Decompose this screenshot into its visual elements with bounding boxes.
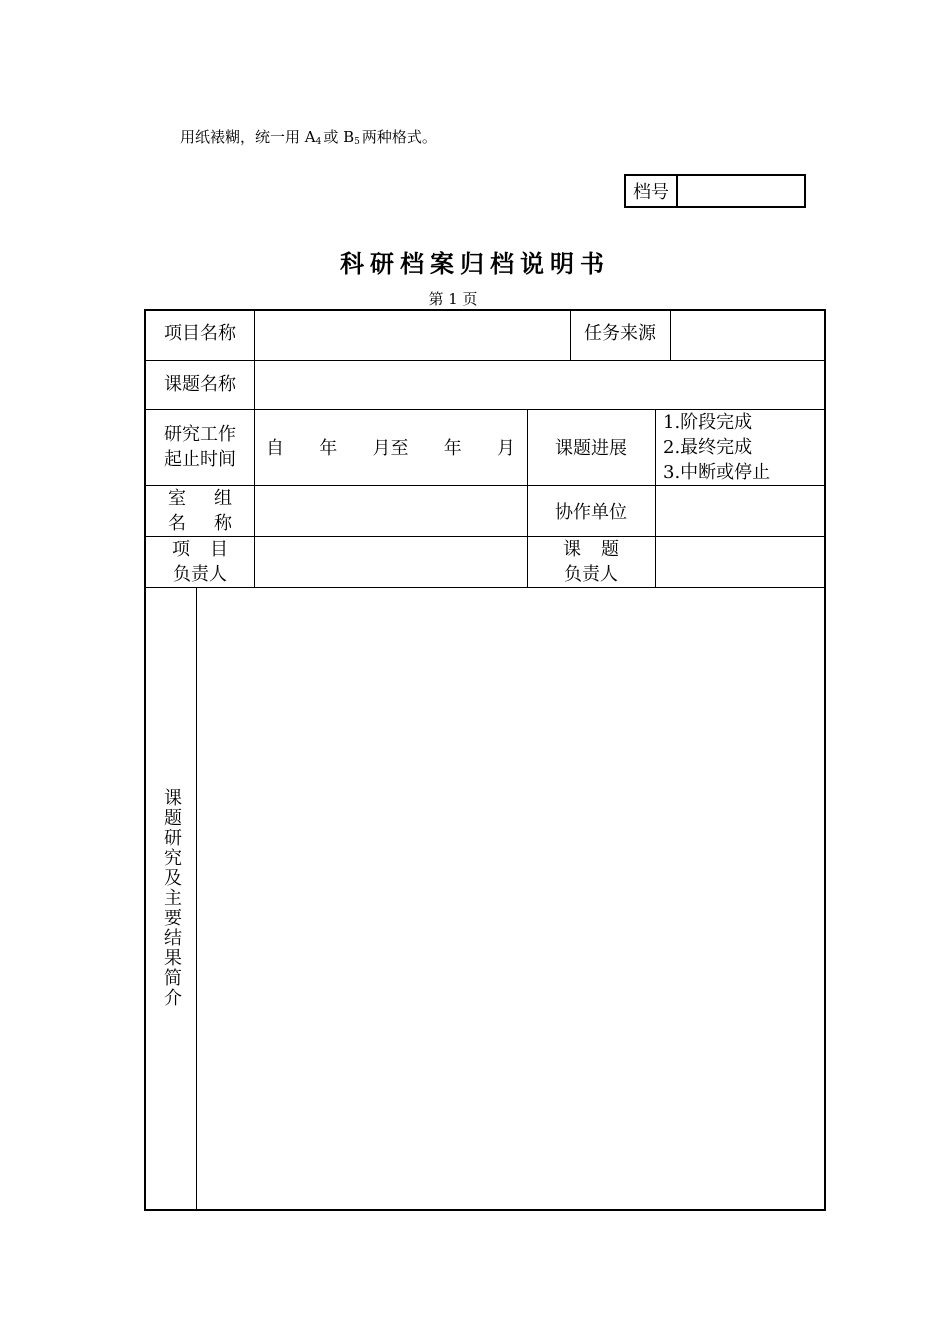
project-lead-label [146, 536, 254, 587]
summary-field[interactable] [196, 587, 824, 1209]
project-lead-field[interactable] [254, 536, 527, 587]
topic-lead-label [527, 536, 655, 587]
topic-name-field[interactable] [254, 360, 824, 409]
research-period-label-line2: 起止时间 [164, 449, 236, 470]
period-month-to-text: 月至 [372, 438, 409, 459]
usage-note: 用纸裱糊，统一用 $A_4$ 或 $B_5$ 两种格式。 [180, 128, 437, 147]
project-lead-label-char: 项 [172, 538, 190, 560]
archive-number-label: 档号 [626, 176, 678, 206]
summary-label [146, 587, 196, 1209]
progress-option-final-complete[interactable]: 2.最终完成 [663, 436, 753, 458]
period-year-text: 年 [443, 438, 462, 459]
project-lead-label-char: 目 [210, 538, 228, 560]
group-label-char: 组 [214, 487, 232, 509]
topic-lead-field[interactable] [655, 536, 824, 587]
research-period-field[interactable] [254, 409, 527, 485]
topic-progress-options [655, 409, 824, 485]
task-source-field[interactable] [670, 311, 824, 360]
topic-lead-label-char: 题 [601, 538, 619, 560]
partner-unit-field[interactable] [655, 485, 824, 536]
period-month-text: 月 [497, 438, 515, 459]
task-source-label: 任务来源 [584, 322, 656, 344]
archive-number-box [624, 174, 806, 208]
progress-option-interrupted[interactable]: 3.中断或停止 [663, 461, 771, 483]
topic-lead-label-line2: 负责人 [564, 563, 618, 585]
project-name-field[interactable] [254, 311, 570, 360]
partner-unit-label: 协作单位 [555, 501, 627, 523]
group-name-field[interactable] [254, 485, 527, 536]
group-name-label [146, 485, 254, 536]
archive-form-table [144, 309, 826, 1211]
topic-lead-label-char: 课 [563, 538, 581, 560]
archive-number-field[interactable] [678, 176, 804, 206]
document-title: 科研档案归档说明书 [340, 250, 610, 278]
project-name-label: 项目名称 [164, 322, 236, 344]
group-label-char: 名 [168, 512, 186, 534]
topic-name-label: 课题名称 [164, 373, 236, 395]
page-number: 第 1 页 [428, 290, 478, 308]
topic-progress-label: 课题进展 [555, 438, 627, 459]
research-period-label-line1: 研究工作 [164, 424, 236, 445]
project-lead-label-line2: 负责人 [173, 563, 227, 585]
group-label-char: 称 [214, 512, 232, 534]
period-year-text: 年 [319, 438, 338, 459]
period-from-text: 自 [266, 438, 284, 459]
research-period-label [146, 409, 254, 485]
summary-label-text: 课题研究及主要结果简介 [161, 788, 182, 1008]
group-label-char: 室 [168, 487, 186, 509]
progress-option-stage-complete[interactable]: 1.阶段完成 [663, 411, 753, 433]
